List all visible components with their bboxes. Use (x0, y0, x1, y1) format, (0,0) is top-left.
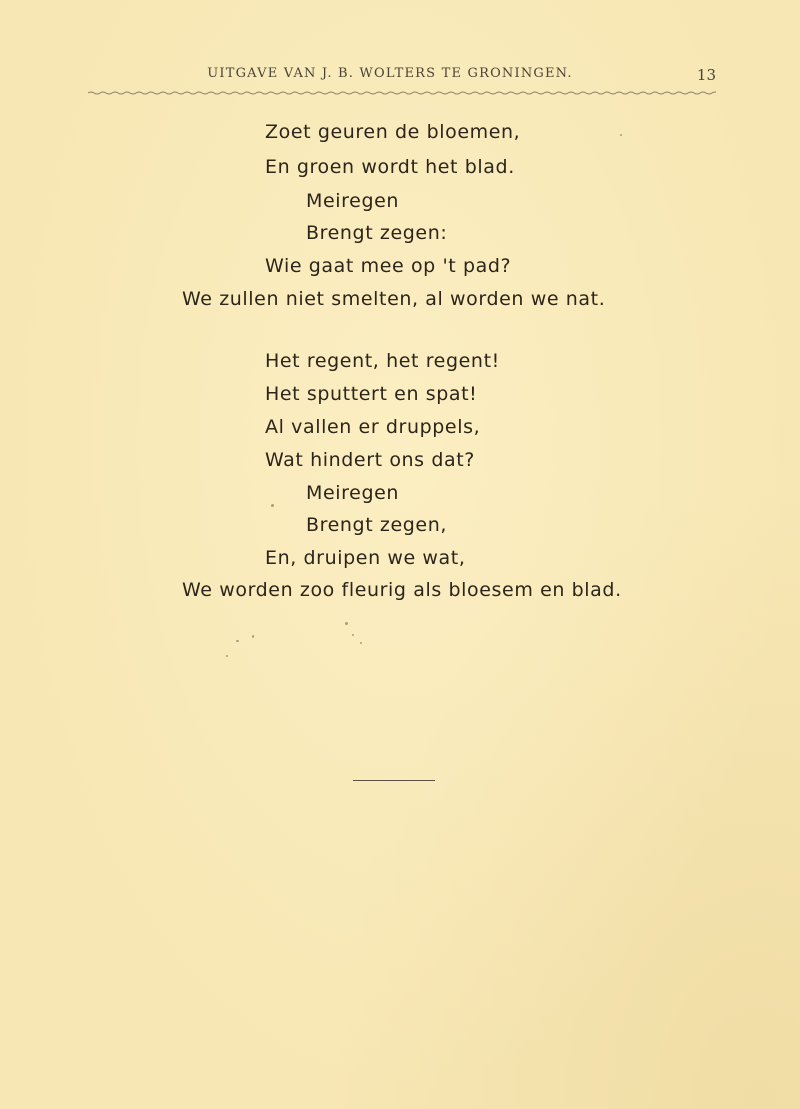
poem-line: En, druipen we wat, (265, 547, 466, 569)
poem-line: En groen wordt het blad. (265, 156, 515, 178)
poem-line: Brengt zegen: (306, 222, 448, 244)
poem-line: We zullen niet smelten, al worden we nat. (182, 288, 606, 310)
end-rule (353, 780, 435, 781)
poem-line: Brengt zegen, (306, 514, 448, 536)
poem-line: Zoet geuren de bloemen, (265, 121, 521, 143)
running-header: UITGAVE VAN J. B. WOLTERS TE GRONINGEN. (207, 66, 573, 81)
paper-speck (226, 655, 228, 657)
poem-line: Meiregen (306, 190, 400, 212)
poem-line: Het regent, het regent! (265, 350, 500, 372)
paper-speck (271, 504, 274, 507)
page-number: 13 (696, 66, 716, 84)
header-wavy-rule (88, 88, 716, 98)
paper-speck (252, 635, 254, 638)
paper-speck (620, 134, 622, 136)
poem-line: We worden zoo fleurig als bloesem en blad. (182, 579, 622, 601)
poem-line: Het sputtert en spat! (265, 383, 478, 405)
paper-speck (360, 642, 362, 644)
paper-speck (345, 622, 348, 625)
poem-line: Meiregen (306, 482, 400, 504)
paper-speck (352, 634, 354, 636)
poem-line: Wie gaat mee op 't pad? (265, 255, 512, 277)
paper-speck (236, 640, 239, 642)
poem-line: Wat hindert ons dat? (265, 449, 475, 471)
poem-line: Al vallen er druppels, (265, 416, 481, 438)
